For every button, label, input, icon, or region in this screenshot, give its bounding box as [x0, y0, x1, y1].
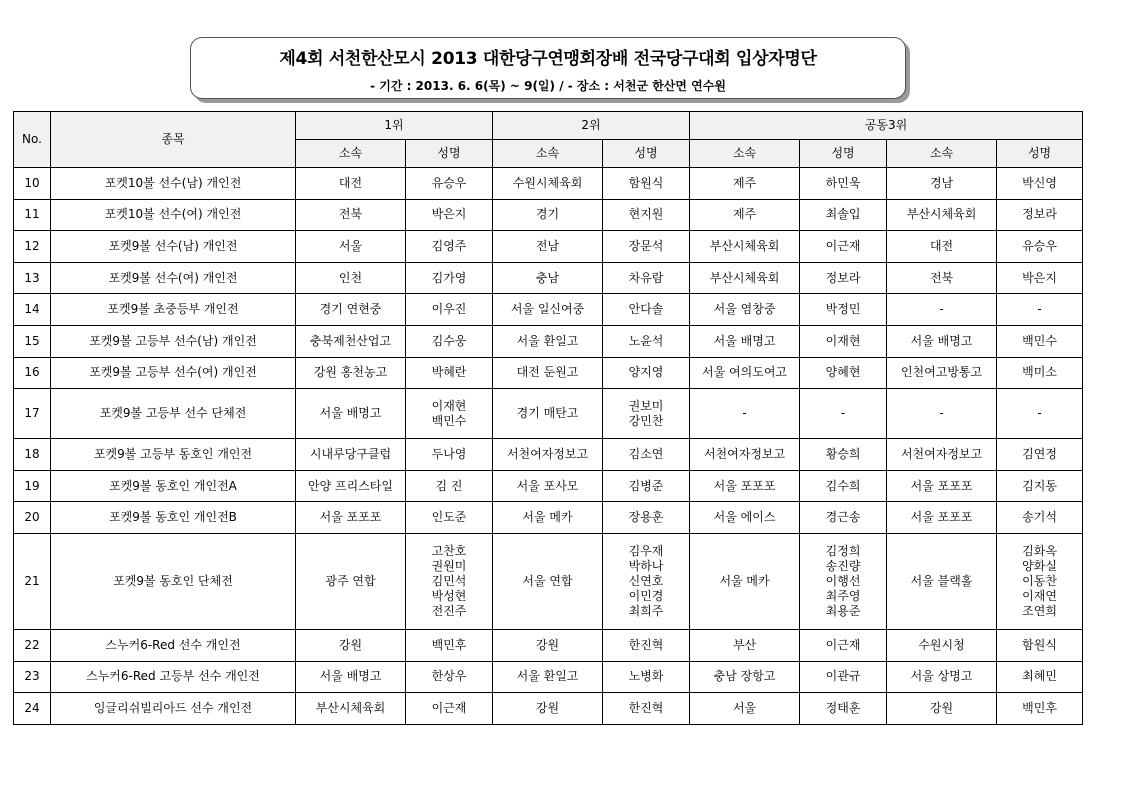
- cell-third-name: [800, 357, 887, 389]
- cell-no: 13: [14, 262, 51, 294]
- cell-second-name: [603, 231, 690, 263]
- header-name: 성명: [800, 140, 887, 168]
- title-box: [190, 37, 906, 99]
- player-name: 한상우: [431, 669, 467, 684]
- player-name: 노윤석: [628, 333, 664, 348]
- cell-third-affiliation: 제주: [690, 168, 800, 200]
- player-name: 이근재: [825, 637, 861, 652]
- cell-second-affiliation: 경기: [493, 199, 603, 231]
- player-name: 김 진: [435, 478, 463, 493]
- cell-third-name: [800, 439, 887, 471]
- cell-no: 10: [14, 168, 51, 200]
- cell-event: 포켓10볼 선수(남) 개인전: [51, 168, 296, 200]
- cell-second-name: [603, 502, 690, 534]
- cell-event: 포켓9볼 동호인 단체전: [51, 533, 296, 629]
- page-subtitle: - 기간 : 2013. 6. 6(목) ~ 9(일) / - 장소 : 서천군 한산면 연수원: [370, 79, 726, 93]
- player-name: 함원식: [628, 175, 664, 190]
- header-event: 종목: [51, 112, 296, 168]
- player-name: 신연호: [628, 573, 664, 588]
- player-name: 노병화: [628, 669, 664, 684]
- cell-no: 21: [14, 533, 51, 629]
- cell-third-affiliation: 서울 여의도여고: [690, 357, 800, 389]
- player-name: 이관규: [825, 669, 861, 684]
- cell-third-affiliation: 서울 염창중: [690, 294, 800, 326]
- cell-second-affiliation: 경기 매탄고: [493, 389, 603, 439]
- cell-first-affiliation: 대전: [296, 168, 406, 200]
- player-name: 김영주: [431, 238, 467, 253]
- cell-third-affiliation: 인천여고방통고: [887, 357, 997, 389]
- player-name: 권보미: [628, 398, 664, 413]
- table-row: [14, 533, 1083, 629]
- player-name: 김수희: [825, 478, 861, 493]
- player-name: 이근재: [431, 700, 467, 715]
- cell-second-name: [603, 357, 690, 389]
- header-no: No.: [14, 112, 51, 168]
- cell-third-name: [997, 325, 1083, 357]
- cell-event: 포켓9볼 고등부 선수(여) 개인전: [51, 357, 296, 389]
- player-name: 이동찬: [1022, 573, 1057, 588]
- cell-third-name: [800, 661, 887, 693]
- cell-third-name: [800, 168, 887, 200]
- player-name: 박은지: [431, 207, 467, 222]
- table-row: [14, 502, 1083, 534]
- cell-third-affiliation: 충남 장항고: [690, 661, 800, 693]
- cell-third-affiliation: 부산시체육회: [690, 262, 800, 294]
- cell-third-affiliation: 서울 배명고: [887, 325, 997, 357]
- cell-first-name: [406, 389, 493, 439]
- header-first: 1위: [296, 112, 493, 140]
- table-row: [14, 294, 1083, 326]
- cell-third-name: [997, 661, 1083, 693]
- cell-third-name: [997, 262, 1083, 294]
- cell-first-name: [406, 262, 493, 294]
- player-name: 김지동: [1022, 478, 1057, 493]
- cell-third-name: [800, 294, 887, 326]
- table-body: [14, 168, 1083, 725]
- cell-first-affiliation: 광주 연합: [296, 533, 406, 629]
- cell-second-name: [603, 629, 690, 661]
- player-name: 양혜현: [825, 365, 861, 380]
- player-name: 고찬호: [431, 543, 467, 558]
- player-name: 백민수: [1022, 333, 1057, 348]
- cell-event: 스누커6-Red 선수 개인전: [51, 629, 296, 661]
- cell-first-affiliation: 인천: [296, 262, 406, 294]
- player-name: 송기석: [1022, 510, 1057, 525]
- cell-no: 14: [14, 294, 51, 326]
- cell-third-name: [997, 470, 1083, 502]
- cell-third-name: [997, 389, 1083, 439]
- player-name: 전진주: [431, 603, 467, 618]
- cell-second-name: [603, 325, 690, 357]
- player-name: 하민욱: [825, 175, 861, 190]
- cell-second-affiliation: 서울 환일고: [493, 661, 603, 693]
- table-row: [14, 693, 1083, 725]
- cell-first-affiliation: 서울 배명고: [296, 389, 406, 439]
- player-name: 경근송: [825, 510, 861, 525]
- player-name: 최희주: [628, 603, 664, 618]
- player-name: 유승우: [431, 175, 467, 190]
- player-name: 최솔입: [825, 207, 861, 222]
- table-row: [14, 357, 1083, 389]
- cell-third-name: [800, 470, 887, 502]
- table-row: [14, 168, 1083, 200]
- player-name: 최혜민: [1022, 669, 1057, 684]
- player-name: 이행선: [825, 573, 861, 588]
- cell-no: 24: [14, 693, 51, 725]
- player-name: 정보라: [1022, 207, 1057, 222]
- cell-event: 포켓10볼 선수(여) 개인전: [51, 199, 296, 231]
- cell-third-affiliation: 서울 상명고: [887, 661, 997, 693]
- cell-first-affiliation: 안양 프리스타일: [296, 470, 406, 502]
- cell-second-name: [603, 661, 690, 693]
- cell-first-affiliation: 강원: [296, 629, 406, 661]
- cell-third-affiliation: -: [690, 389, 800, 439]
- cell-third-affiliation: 전북: [887, 262, 997, 294]
- cell-first-affiliation: 서울 포포포: [296, 502, 406, 534]
- player-name: 한진혁: [628, 700, 664, 715]
- cell-third-affiliation: 서울 에이스: [690, 502, 800, 534]
- player-name: 정보라: [825, 270, 861, 285]
- header-name: 성명: [406, 140, 493, 168]
- cell-second-name: [603, 389, 690, 439]
- cell-third-affiliation: 부산시체육회: [887, 199, 997, 231]
- cell-first-name: [406, 470, 493, 502]
- cell-second-affiliation: 수원시체육회: [493, 168, 603, 200]
- player-name: -: [1037, 302, 1042, 317]
- cell-event: 포켓9볼 동호인 개인전A: [51, 470, 296, 502]
- header-name: 성명: [603, 140, 690, 168]
- player-name: 이근재: [825, 238, 861, 253]
- cell-third-name: [800, 533, 887, 629]
- player-name: 김연정: [1022, 446, 1057, 461]
- cell-no: 15: [14, 325, 51, 357]
- player-name: 이우진: [431, 302, 467, 317]
- cell-third-affiliation: 대전: [887, 231, 997, 263]
- cell-third-affiliation: 서울 포포포: [887, 470, 997, 502]
- player-name: 권원미: [431, 558, 467, 573]
- player-name: 백미소: [1022, 365, 1057, 380]
- cell-third-name: [800, 199, 887, 231]
- cell-second-name: [603, 294, 690, 326]
- cell-second-name: [603, 439, 690, 471]
- cell-no: 17: [14, 389, 51, 439]
- cell-event: 포켓9볼 고등부 선수 단체전: [51, 389, 296, 439]
- player-name: 양화실: [1022, 558, 1057, 573]
- player-name: 장문석: [628, 238, 664, 253]
- cell-third-name: [997, 231, 1083, 263]
- player-name: 김정희: [825, 543, 861, 558]
- cell-third-affiliation: 서울 메카: [690, 533, 800, 629]
- cell-first-name: [406, 168, 493, 200]
- player-name: 최주영: [825, 588, 861, 603]
- cell-first-affiliation: 전북: [296, 199, 406, 231]
- header-second: 2위: [493, 112, 690, 140]
- player-name: 박혜란: [431, 365, 467, 380]
- cell-first-name: [406, 693, 493, 725]
- player-name: 이재연: [1022, 588, 1057, 603]
- cell-third-affiliation: 서울 포포포: [690, 470, 800, 502]
- cell-third-name: [800, 502, 887, 534]
- cell-third-name: [997, 357, 1083, 389]
- player-name: 김가영: [431, 270, 467, 285]
- cell-second-name: [603, 533, 690, 629]
- cell-event: 포켓9볼 선수(여) 개인전: [51, 262, 296, 294]
- cell-third-name: [997, 629, 1083, 661]
- player-name: 김민석: [431, 573, 467, 588]
- cell-third-name: [800, 262, 887, 294]
- header-affiliation: 소속: [690, 140, 800, 168]
- cell-third-affiliation: 서천여자정보고: [887, 439, 997, 471]
- table-row: [14, 389, 1083, 439]
- cell-third-affiliation: 제주: [690, 199, 800, 231]
- cell-no: 18: [14, 439, 51, 471]
- cell-third-name: [997, 693, 1083, 725]
- cell-no: 16: [14, 357, 51, 389]
- table-row: [14, 629, 1083, 661]
- cell-third-affiliation: 부산: [690, 629, 800, 661]
- cell-third-name: [997, 168, 1083, 200]
- player-name: 함원식: [1022, 637, 1057, 652]
- player-name: -: [1037, 406, 1042, 421]
- player-name: 최용준: [825, 603, 861, 618]
- cell-first-affiliation: 서울: [296, 231, 406, 263]
- player-name: 박성현: [431, 588, 467, 603]
- player-name: 이재현: [431, 398, 467, 413]
- cell-second-name: [603, 262, 690, 294]
- player-name: 박하나: [628, 558, 664, 573]
- player-name: 두나영: [431, 446, 467, 461]
- cell-third-name: [997, 439, 1083, 471]
- cell-second-affiliation: 강원: [493, 693, 603, 725]
- cell-second-affiliation: 서울 일신여중: [493, 294, 603, 326]
- cell-third-affiliation: 서울 블랙홀: [887, 533, 997, 629]
- header-affiliation: 소속: [296, 140, 406, 168]
- cell-third-affiliation: 서울 배명고: [690, 325, 800, 357]
- player-name: 이민경: [628, 588, 664, 603]
- player-name: 양지영: [628, 365, 664, 380]
- cell-third-affiliation: 부산시체육회: [690, 231, 800, 263]
- table-row: [14, 439, 1083, 471]
- cell-second-name: [603, 168, 690, 200]
- player-name: 장용훈: [628, 510, 664, 525]
- cell-first-name: [406, 199, 493, 231]
- cell-first-name: [406, 661, 493, 693]
- results-table: [13, 111, 1083, 725]
- cell-event: 포켓9볼 고등부 동호인 개인전: [51, 439, 296, 471]
- cell-second-name: [603, 199, 690, 231]
- player-name: 이재현: [825, 333, 861, 348]
- player-name: 김병준: [628, 478, 664, 493]
- header-third: 공동3위: [690, 112, 1083, 140]
- cell-second-affiliation: 대전 둔원고: [493, 357, 603, 389]
- cell-no: 19: [14, 470, 51, 502]
- header-affiliation: 소속: [887, 140, 997, 168]
- player-name: 김소연: [628, 446, 664, 461]
- table-row: [14, 231, 1083, 263]
- cell-first-name: [406, 357, 493, 389]
- cell-third-name: [997, 294, 1083, 326]
- player-name: 정태훈: [825, 700, 861, 715]
- cell-third-name: [997, 533, 1083, 629]
- cell-second-affiliation: 서천여자정보고: [493, 439, 603, 471]
- cell-third-affiliation: 수원시청: [887, 629, 997, 661]
- cell-third-name: [800, 389, 887, 439]
- cell-third-affiliation: 서천여자정보고: [690, 439, 800, 471]
- cell-first-affiliation: 충북제천산업고: [296, 325, 406, 357]
- cell-second-name: [603, 470, 690, 502]
- cell-first-name: [406, 502, 493, 534]
- player-name: 백민후: [431, 637, 467, 652]
- cell-event: 포켓9볼 초중등부 개인전: [51, 294, 296, 326]
- cell-second-affiliation: 전남: [493, 231, 603, 263]
- cell-no: 22: [14, 629, 51, 661]
- cell-no: 23: [14, 661, 51, 693]
- cell-second-affiliation: 서울 포사모: [493, 470, 603, 502]
- cell-first-affiliation: 부산시체육회: [296, 693, 406, 725]
- table-row: [14, 199, 1083, 231]
- cell-event: 포켓9볼 선수(남) 개인전: [51, 231, 296, 263]
- player-name: -: [840, 406, 846, 421]
- header-affiliation: 소속: [493, 140, 603, 168]
- cell-first-affiliation: 경기 연현중: [296, 294, 406, 326]
- player-name: 박은지: [1022, 270, 1057, 285]
- player-name: 백민후: [1022, 700, 1057, 715]
- player-name: 박신영: [1022, 175, 1057, 190]
- player-name: 유승우: [1022, 238, 1057, 253]
- cell-first-name: [406, 294, 493, 326]
- cell-no: 11: [14, 199, 51, 231]
- cell-third-name: [800, 325, 887, 357]
- cell-third-name: [800, 231, 887, 263]
- cell-second-name: [603, 693, 690, 725]
- cell-third-affiliation: 강원: [887, 693, 997, 725]
- cell-third-name: [800, 629, 887, 661]
- cell-first-affiliation: 시내루당구클럽: [296, 439, 406, 471]
- cell-second-affiliation: 서울 메카: [493, 502, 603, 534]
- player-name: 인도준: [431, 510, 467, 525]
- cell-first-name: [406, 325, 493, 357]
- header-name: 성명: [997, 140, 1083, 168]
- cell-no: 20: [14, 502, 51, 534]
- table-row: [14, 325, 1083, 357]
- player-name: 김우재: [628, 543, 664, 558]
- player-name: 조연희: [1022, 603, 1057, 618]
- cell-third-affiliation: 경남: [887, 168, 997, 200]
- player-name: 황승희: [825, 446, 861, 461]
- cell-first-name: [406, 629, 493, 661]
- cell-second-affiliation: 충남: [493, 262, 603, 294]
- cell-third-name: [997, 502, 1083, 534]
- cell-third-affiliation: -: [887, 389, 997, 439]
- cell-second-affiliation: 서울 연합: [493, 533, 603, 629]
- player-name: 백민수: [431, 413, 467, 428]
- page-title: 제4회 서천한산모시 2013 대한당구연맹회장배 전국당구대회 입상자명단: [279, 49, 817, 69]
- table-row: [14, 661, 1083, 693]
- cell-event: 포켓9볼 고등부 선수(남) 개인전: [51, 325, 296, 357]
- player-name: 차유람: [628, 270, 664, 285]
- cell-second-affiliation: 강원: [493, 629, 603, 661]
- cell-event: 스누커6-Red 고등부 선수 개인전: [51, 661, 296, 693]
- cell-third-name: [800, 693, 887, 725]
- player-name: 김화옥: [1022, 543, 1057, 558]
- cell-first-affiliation: 서울 배명고: [296, 661, 406, 693]
- table-row: [14, 262, 1083, 294]
- player-name: 강민찬: [628, 413, 664, 428]
- cell-no: 12: [14, 231, 51, 263]
- cell-third-affiliation: 서울: [690, 693, 800, 725]
- player-name: 송진량: [825, 558, 861, 573]
- player-name: 현지원: [628, 207, 664, 222]
- player-name: 한진혁: [628, 637, 664, 652]
- player-name: 김수웅: [431, 333, 467, 348]
- cell-event: 포켓9볼 동호인 개인전B: [51, 502, 296, 534]
- cell-first-name: [406, 231, 493, 263]
- cell-third-name: [997, 199, 1083, 231]
- cell-first-name: [406, 439, 493, 471]
- table-row: [14, 470, 1083, 502]
- cell-event: 잉글리쉬빌리아드 선수 개인전: [51, 693, 296, 725]
- cell-third-affiliation: -: [887, 294, 997, 326]
- cell-first-affiliation: 강원 홍천농고: [296, 357, 406, 389]
- player-name: 안다솔: [628, 302, 664, 317]
- cell-third-affiliation: 서울 포포포: [887, 502, 997, 534]
- cell-first-name: [406, 533, 493, 629]
- player-name: 박정민: [825, 302, 861, 317]
- cell-second-affiliation: 서울 환일고: [493, 325, 603, 357]
